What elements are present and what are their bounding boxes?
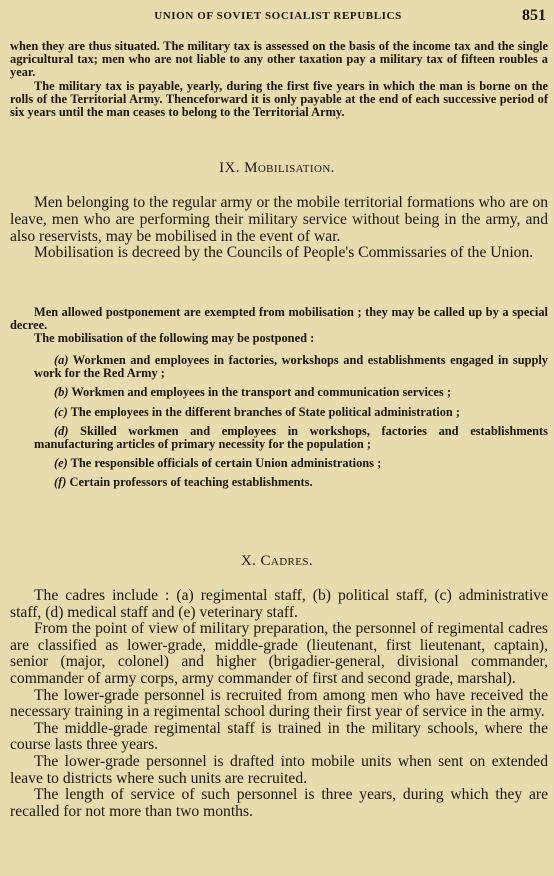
list-item: (d) Skilled workmen and employees in workshops, factories and establishments manufacturing articles of primary necessity for the population ; [34, 423, 548, 452]
body-paragraph: The lower-grade personnel is recruited from among men who have received the necessary training in a regimental school during their first year of service in the army. [10, 686, 548, 721]
detail-paragraph: Men allowed postponement are exempted from mobilisation ; they may be called up by a special decree. [10, 305, 548, 333]
detail-paragraph: The mobilisation of the following may be postponed : [34, 331, 315, 346]
list-item: (f) Certain professors of teaching establishments. [54, 475, 313, 490]
list-item: (a) Workmen and employees in factories, workshops and establishments engaged in supply work for the Red Army ; [34, 353, 549, 381]
body-paragraph: The middle-grade regimental staff is trained in the military schools, where the course lasts three years. [10, 719, 548, 754]
section-x-body [10, 588, 548, 820]
section-heading-ix [0, 160, 554, 177]
page-number: 851 [522, 7, 546, 24]
section-title: Cadres. [260, 553, 314, 569]
postponement-list [34, 354, 548, 490]
section-number: IX. [219, 160, 240, 176]
body-paragraph: Men belonging to the regular army or the mobile territorial formations who are on leave, men who are performing their military service without being in the army, and also reservists, may be mobilised in the event of war. [10, 194, 548, 245]
section-title: Mobilisation. [244, 160, 335, 176]
body-paragraph: From the point of view of military preparation, the personnel of regimental cadres are classified as lower-grade, middle-grade (lieutenant, first lieutenant, captain), senior (major, colonel) and higher (brigadier-general, divisional commander, commander of army corps, army commander of first and second grade, marshal). [10, 620, 548, 687]
body-paragraph: Mobilisation is decreed by the Councils of People's Commissaries of the Union. [34, 244, 534, 262]
running-head: UNION OF SOVIET SOCIALIST REPUBLICS [154, 10, 402, 22]
section-ix-body [10, 195, 548, 262]
intro-block [10, 40, 548, 119]
body-paragraph: The cadres include : (a) regimental staff, (b) political staff, (c) administrative staff, (d) medical staff and (e) veterinary staff. [10, 587, 548, 621]
body-paragraph: The length of service of such personnel is three years, during which they are recalled for not more than two months. [10, 786, 548, 820]
body-paragraph: The lower-grade personnel is drafted into mobile units when sent on extended leave to districts where such units are recruited. [10, 752, 548, 787]
section-ix-details [10, 306, 548, 346]
intro-paragraph: The military tax is payable, yearly, during the first five years in which the man is borne on the rolls of the Territorial Army. Thenceforward it is only payable at the end of each successive period of six years until the man ceases to belong to the Territorial Army. [10, 78, 548, 120]
page-header [10, 7, 546, 27]
intro-paragraph: when they are thus situated. The military tax is assessed on the basis of the income tax and the single agricultural tax; men who are not liable to any other taxation pay a military tax of fifteen roubles a year. [10, 39, 548, 80]
list-item: (e) The responsible officials of certain Union administrations ; [54, 456, 382, 471]
section-number: X. [240, 553, 257, 569]
list-item: (c) The employees in the different branches of State political administration ; [54, 404, 461, 419]
list-item: (b) Workmen and employees in the transport and communication services ; [54, 385, 451, 400]
section-heading-x [0, 553, 554, 570]
